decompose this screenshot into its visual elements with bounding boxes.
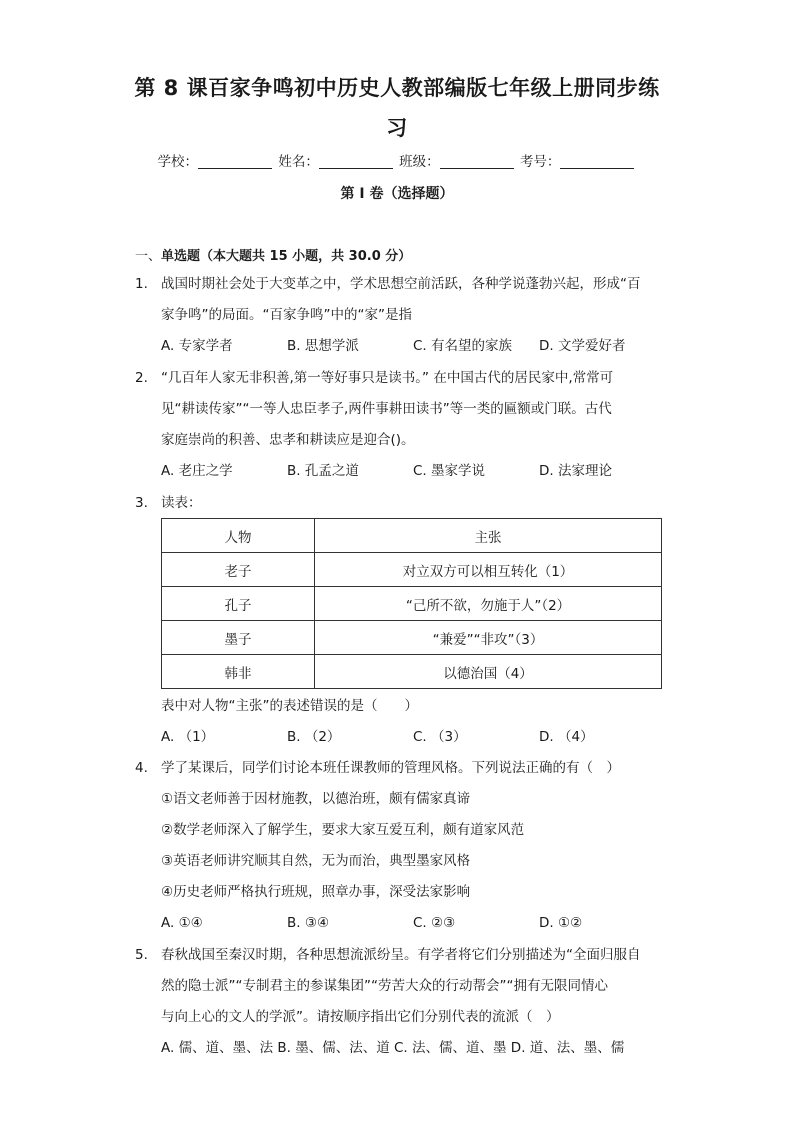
option-a[interactable]: A. （1） <box>161 729 215 745</box>
option-b[interactable]: B. 思想学派 <box>287 338 359 354</box>
option-c[interactable]: C. 墨家学说 <box>413 463 486 479</box>
exam-no-label: 考号： <box>519 154 561 170</box>
table-cell: 孔子 <box>162 587 315 621</box>
question-intro: 读表： <box>161 495 202 511</box>
question-number: 3. <box>135 495 148 511</box>
table-cell: 韩非 <box>162 655 315 689</box>
volume-heading: 第 I 卷（选择题） <box>340 186 454 202</box>
school-blank[interactable] <box>198 154 272 169</box>
table-row <box>162 587 662 621</box>
section-heading <box>135 245 411 264</box>
question-4 <box>135 753 665 939</box>
question-1 <box>135 269 665 362</box>
question-text: 与向上心的文人的学派”。请按顺序指出它们分别代表的流派（ ） <box>161 1009 560 1025</box>
document-title-line2: 习 <box>386 116 408 140</box>
option-c[interactable]: C. ②③ <box>413 915 456 931</box>
statement-item: ④历史老师严格执行班规，照章办事，深受法家影响 <box>161 884 471 900</box>
option-a[interactable]: A. 老庄之学 <box>161 463 233 479</box>
table-row <box>162 621 662 655</box>
question-3 <box>135 488 665 519</box>
options-row <box>161 456 665 487</box>
section-label: 单选题（本大题共 15 小题，共 30.0 分） <box>161 249 412 264</box>
option-b[interactable]: B. 孔孟之道 <box>287 463 359 479</box>
question-text: 然的隐士派”“专制君主的参谋集团”“劳苦大众的行动帮会”“拥有无限同情心 <box>161 978 608 994</box>
options-line[interactable]: A. 儒、道、墨、法 B. 墨、儒、法、道 C. 法、儒、道、墨 D. 道、法、墨、儒 <box>161 1040 625 1056</box>
table-cell: “兼爱”“非攻”（3） <box>315 621 662 655</box>
option-d[interactable]: D. （4） <box>539 729 594 745</box>
statement-item: ①语文老师善于因材施教，以德治班，颇有儒家真谛 <box>161 791 471 807</box>
question-text: 春秋战国至秦汉时期，各种思想流派纷呈。有学者将它们分别描述为“全面归服自 <box>161 947 641 963</box>
question-number: 5. <box>135 947 148 963</box>
options-row <box>161 908 665 939</box>
student-info-line <box>0 150 794 170</box>
option-a[interactable]: A. 专家学者 <box>161 338 233 354</box>
option-c[interactable]: C. 有名望的家族 <box>413 338 513 354</box>
question-3-prompt <box>135 691 665 753</box>
question-text: 学了某课后，同学们讨论本班任课教师的管理风格。下列说法正确的有（ ） <box>161 760 620 776</box>
table-row <box>162 553 662 587</box>
question-number: 4. <box>135 760 148 776</box>
option-c[interactable]: C. （3） <box>413 729 467 745</box>
statement-item: ③英语老师讲究顺其自然，无为而治，典型墨家风格 <box>161 853 471 869</box>
question-2 <box>135 363 665 487</box>
section-prefix: 一、 <box>135 249 162 264</box>
table-header-row <box>162 519 662 553</box>
options-row <box>161 331 665 362</box>
option-b[interactable]: B. （2） <box>287 729 341 745</box>
class-blank[interactable] <box>440 154 514 169</box>
statement-item: ②数学老师深入了解学生，要求大家互爱互利，颇有道家风范 <box>161 822 525 838</box>
exam-no-blank[interactable] <box>560 154 634 169</box>
option-d[interactable]: D. ①② <box>539 915 583 931</box>
document-title-line1: 第 8 课百家争鸣初中历史人教部编版七年级上册同步练 <box>134 76 660 100</box>
table-cell: 墨子 <box>162 621 315 655</box>
table-cell: “己所不欲，勿施于人”（2） <box>315 587 662 621</box>
table-cell: 以德治国（4） <box>315 655 662 689</box>
question-text: 见“耕读传家”“一等人忠臣孝子,两件事耕田读书”等一类的匾额或门联。古代 <box>161 401 612 417</box>
option-a[interactable]: A. ①④ <box>161 915 203 931</box>
option-b[interactable]: B. ③④ <box>287 915 330 931</box>
options-row <box>161 722 665 753</box>
table-header-cell: 主张 <box>315 519 662 553</box>
question-text: 表中对人物“主张”的表述错误的是（ ） <box>161 698 418 714</box>
question-5 <box>135 940 665 1064</box>
option-d[interactable]: D. 文学爱好者 <box>539 338 626 354</box>
name-label: 姓名： <box>278 154 319 170</box>
question-text: 家庭崇尚的积善、忠孝和耕读应是迎合()。 <box>161 432 415 448</box>
question-number: 2. <box>135 370 148 386</box>
table-cell: 老子 <box>162 553 315 587</box>
question-text: 家争鸣”的局面。“百家争鸣”中的“家”是指 <box>161 307 412 323</box>
school-label: 学校： <box>157 154 199 170</box>
table-cell: 对立双方可以相互转化（1） <box>315 553 662 587</box>
table-header-cell: 人物 <box>162 519 315 553</box>
class-label: 班级： <box>399 154 440 170</box>
thinkers-table <box>161 518 662 689</box>
question-text: “几百年人家无非积善,第一等好事只是读书。” 在中国古代的居民家中,常常可 <box>161 370 614 386</box>
option-d[interactable]: D. 法家理论 <box>539 463 612 479</box>
question-text: 战国时期社会处于大变革之中，学术思想空前活跃，各种学说蓬勃兴起，形成“百 <box>161 276 641 292</box>
table-row <box>162 655 662 689</box>
name-blank[interactable] <box>319 154 393 169</box>
question-number: 1. <box>135 276 148 292</box>
